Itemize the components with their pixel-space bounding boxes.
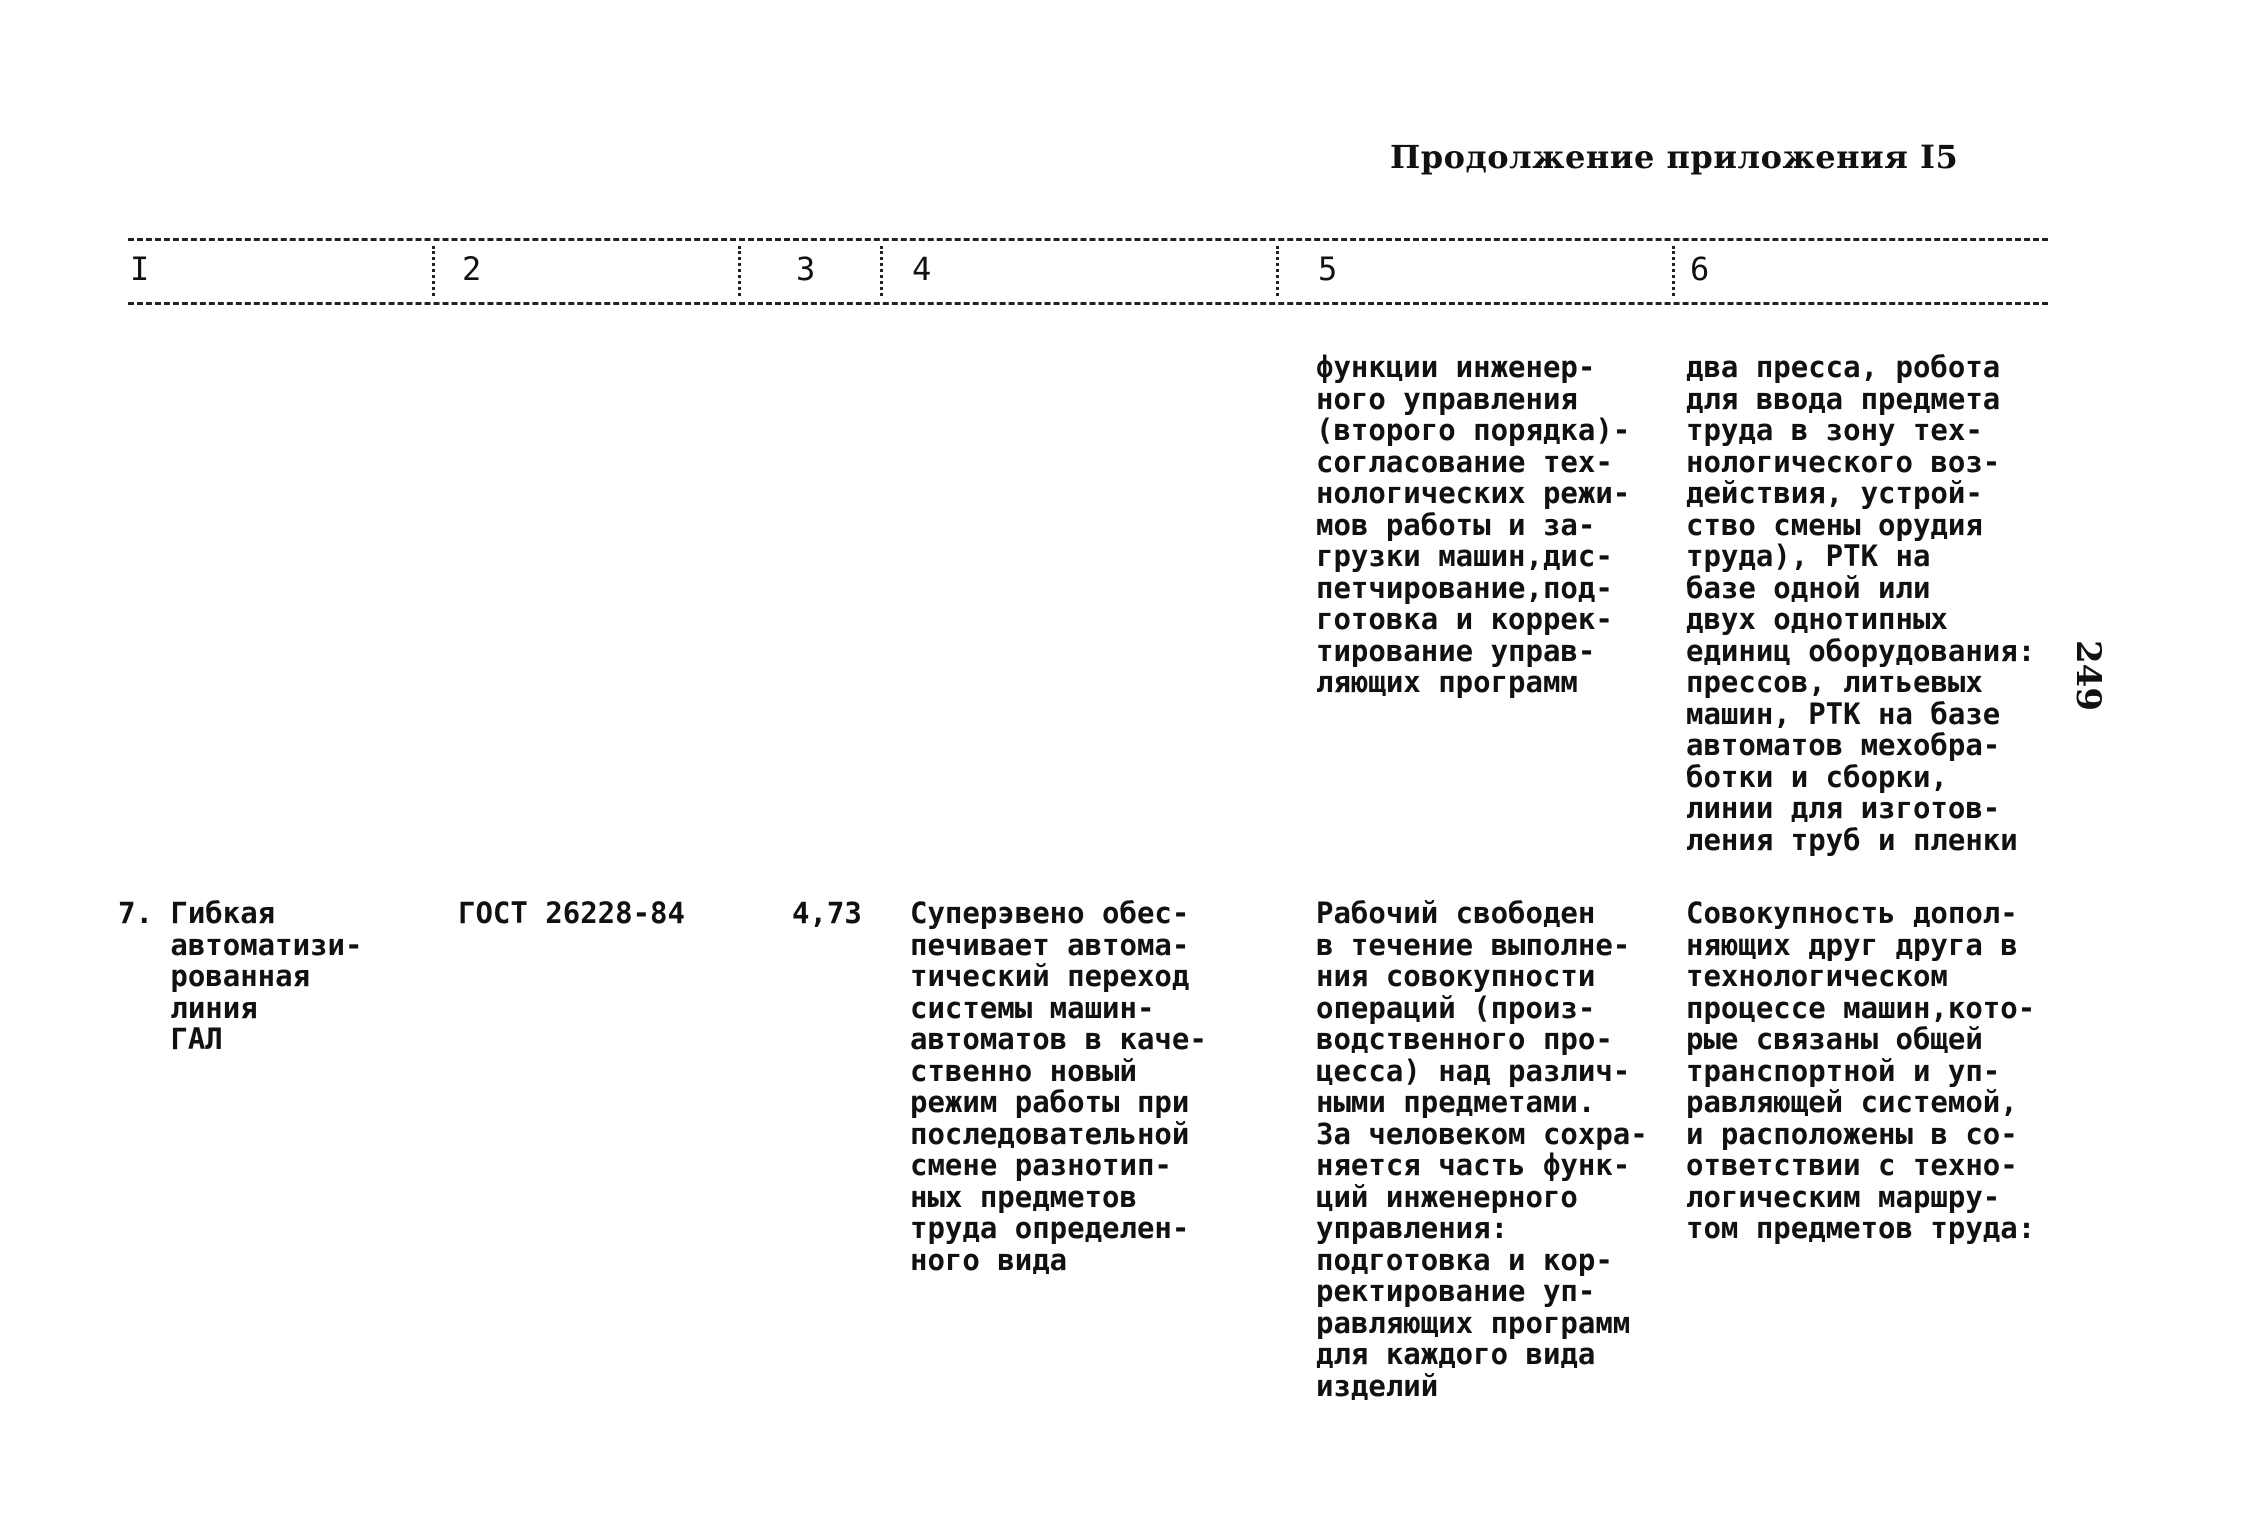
column-number-6: 6 — [1690, 250, 1710, 288]
row2-col3-cell: 4,73 — [792, 896, 862, 930]
column-number-1: I — [130, 250, 150, 288]
row2-col1-cell: 7. Гибкая автоматизи- рованная линия ГАЛ — [118, 896, 363, 1056]
column-separator — [1276, 246, 1279, 296]
table-top-rule — [128, 238, 2048, 241]
column-number-4: 4 — [912, 250, 932, 288]
row1-col6-cell: два пресса, робота для ввода предмета труда в зону тех- нологического воз- действия, устрой- ство смены орудия труда), РТК на базе одной или двух однотипных единиц оборудования: прессов, литьевых машин, РТК на базе автоматов мехобра- ботки и сборки, линии для изготов- ления труб и пленки — [1686, 350, 2036, 857]
row2-col5-cell: Рабочий свободен в течение выполне- ния совокупности операций (произ- водственного про- цесса) над различ- ными предметами. За человеком сохра- няется часть функ- ций инженерного управления: подготовка и кор- ректирование уп- равляющих программ для каждого вида изделий — [1316, 896, 1648, 1403]
page-heading: Продолжение приложения I5 — [1390, 138, 1959, 176]
column-number-2: 2 — [462, 250, 482, 288]
row1-col5-cell: функции инженер- ного управления (второго порядка)- согласование тех- нологических режи- мов работы и за- грузки машин,дис- петчирование,под- готовка и коррек- тирование управ- ляющих программ — [1316, 350, 1631, 699]
row2-col6-cell: Совокупность допол- няющих друг друга в технологическом процессе машин,кото- рые связаны общей транспортной и уп- равляющей системой, и расположены в со- ответствии с техно- логическим маршру- том предметов труда: — [1686, 896, 2036, 1245]
column-number-3: 3 — [796, 250, 816, 288]
column-number-5: 5 — [1318, 250, 1338, 288]
column-separator — [880, 246, 883, 296]
table-header-rule — [128, 302, 2048, 305]
row2-col2-cell: ГОСТ 26228-84 — [458, 896, 685, 930]
column-separator — [1672, 246, 1675, 296]
row2-col4-cell: Суперэвено обес- печивает автома- тический переход системы машин- автоматов в каче- ственно новый режим работы при последовательной смене разнотип- ных предметов труда определен- ного вида — [910, 896, 1207, 1277]
page-number: 249 — [2068, 640, 2108, 711]
column-separator — [738, 246, 741, 296]
column-separator — [432, 246, 435, 296]
